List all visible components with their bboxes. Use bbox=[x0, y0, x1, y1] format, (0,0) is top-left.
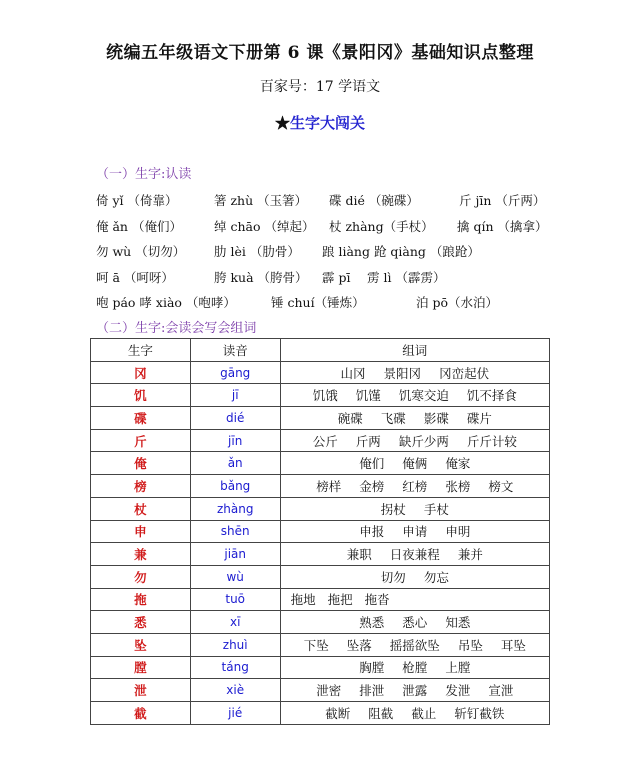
word: 飞碟 bbox=[380, 410, 406, 426]
page-title: 统编五年级语文下册第 6 课《景阳冈》基础知识点整理 bbox=[106, 43, 534, 63]
star-icon: ★ bbox=[274, 114, 290, 132]
word: 斩钉截铁 bbox=[454, 705, 505, 721]
word: 金榜 bbox=[359, 478, 385, 494]
table-row bbox=[91, 633, 550, 656]
table-row bbox=[91, 429, 550, 452]
word: 兼职 bbox=[346, 547, 372, 563]
word: 拐杖 bbox=[380, 501, 406, 517]
banner-text: 生字大闯关 bbox=[290, 114, 366, 132]
reading-entry: 绰 chāo （绰起） bbox=[214, 218, 315, 234]
word: 悉心 bbox=[402, 615, 428, 631]
char-cell: 斤 bbox=[91, 429, 191, 452]
reading-entry: 擒 qín （擒拿） bbox=[457, 218, 548, 234]
word: 冈峦起伏 bbox=[439, 365, 490, 381]
word: 公斤 bbox=[312, 433, 338, 449]
table-row bbox=[91, 497, 550, 520]
header-pinyin: 读音 bbox=[190, 339, 280, 362]
vocab-table bbox=[90, 338, 550, 725]
reading-entry: 咆 páo 哮 xiào （咆哮） bbox=[96, 295, 236, 310]
word: 拖沓 bbox=[364, 592, 390, 608]
char-cell: 坠 bbox=[91, 633, 191, 656]
word: 日夜兼程 bbox=[389, 547, 440, 563]
words-cell bbox=[280, 633, 549, 656]
words-cell bbox=[280, 702, 549, 725]
word: 申请 bbox=[402, 524, 428, 540]
word: 饥不择食 bbox=[466, 388, 517, 404]
table-row bbox=[91, 679, 550, 702]
table-header-row bbox=[91, 339, 550, 362]
word: 坠落 bbox=[346, 637, 372, 653]
word: 碗碟 bbox=[337, 410, 363, 426]
reading-entry: 勿 wù （切勿） bbox=[96, 244, 186, 259]
pinyin-cell: zhuì bbox=[190, 633, 280, 656]
word: 知悉 bbox=[445, 615, 471, 631]
words-cell bbox=[280, 543, 549, 566]
word: 吊坠 bbox=[457, 637, 483, 653]
reading-entry: 泊 pō（水泊） bbox=[416, 295, 499, 310]
word: 耳坠 bbox=[500, 637, 526, 653]
word: 山冈 bbox=[340, 365, 366, 381]
word: 俺家 bbox=[445, 456, 471, 472]
table-row bbox=[91, 361, 550, 384]
reading-list bbox=[96, 188, 616, 316]
word: 拖把 bbox=[327, 592, 353, 608]
char-cell: 兼 bbox=[91, 543, 191, 566]
pinyin-cell: gāng bbox=[190, 361, 280, 384]
table-row bbox=[91, 407, 550, 430]
word: 泄露 bbox=[402, 683, 428, 699]
char-cell: 冈 bbox=[91, 361, 191, 384]
reading-entry: 倚 yǐ （倚靠） bbox=[96, 193, 178, 208]
word: 发泄 bbox=[445, 683, 471, 699]
words-cell bbox=[280, 588, 549, 611]
table-row bbox=[91, 611, 550, 634]
reading-line bbox=[96, 239, 616, 265]
table-row bbox=[91, 543, 550, 566]
pinyin-cell: ǎn bbox=[190, 452, 280, 475]
word: 拖地 bbox=[290, 592, 316, 608]
table-row bbox=[91, 565, 550, 588]
table-row bbox=[91, 452, 550, 475]
table-row bbox=[91, 520, 550, 543]
word: 缺斤少两 bbox=[398, 433, 449, 449]
pinyin-cell: táng bbox=[190, 656, 280, 679]
word: 熟悉 bbox=[359, 615, 385, 631]
word: 饥寒交迫 bbox=[398, 388, 449, 404]
reading-entry: 肋 lèi （肋骨） bbox=[214, 244, 300, 259]
word: 宣泄 bbox=[488, 683, 514, 699]
word: 手杖 bbox=[423, 501, 449, 517]
word: 勿忘 bbox=[423, 569, 449, 585]
word: 下坠 bbox=[303, 637, 329, 653]
char-cell: 泄 bbox=[91, 679, 191, 702]
words-cell bbox=[280, 475, 549, 498]
char-cell: 饥 bbox=[91, 384, 191, 407]
word: 摇摇欲坠 bbox=[389, 637, 440, 653]
word: 饥馑 bbox=[355, 388, 381, 404]
section-banner bbox=[0, 112, 640, 133]
word: 榜文 bbox=[488, 478, 514, 494]
reading-line bbox=[96, 265, 616, 291]
word: 胸膛 bbox=[359, 660, 385, 676]
header-words: 组词 bbox=[280, 339, 549, 362]
header-char: 生字 bbox=[91, 339, 191, 362]
char-cell: 截 bbox=[91, 702, 191, 725]
words-cell bbox=[280, 429, 549, 452]
pinyin-cell: tuō bbox=[190, 588, 280, 611]
char-cell: 勿 bbox=[91, 565, 191, 588]
reading-entry: 斤 jīn （斤两） bbox=[459, 193, 546, 208]
reading-entry: 碟 dié （碗碟） bbox=[329, 193, 419, 208]
reading-entry: 俺 ǎn （俺们） bbox=[96, 218, 182, 234]
pinyin-cell: jī bbox=[190, 384, 280, 407]
table-row bbox=[91, 588, 550, 611]
word: 申报 bbox=[359, 524, 385, 540]
table-row bbox=[91, 702, 550, 725]
author-line: 百家号：17 学语文 bbox=[259, 79, 381, 95]
words-cell bbox=[280, 679, 549, 702]
pinyin-cell: jīn bbox=[190, 429, 280, 452]
word: 红榜 bbox=[402, 478, 428, 494]
word: 榜样 bbox=[316, 478, 342, 494]
char-cell: 碟 bbox=[91, 407, 191, 430]
reading-entry: 箸 zhù （玉箸） bbox=[214, 193, 308, 208]
reading-entry: 踉 liàng 跄 qiàng （踉跄） bbox=[322, 244, 480, 259]
words-cell bbox=[280, 384, 549, 407]
pinyin-cell: shēn bbox=[190, 520, 280, 543]
reading-entry: 胯 kuà （胯骨） bbox=[214, 269, 308, 285]
pinyin-cell: dié bbox=[190, 407, 280, 430]
pinyin-cell: xī bbox=[190, 611, 280, 634]
words-cell bbox=[280, 520, 549, 543]
reading-entry: 杖 zhàng（手杖） bbox=[329, 218, 434, 234]
word: 景阳冈 bbox=[383, 365, 422, 381]
pinyin-cell: wù bbox=[190, 565, 280, 588]
word: 影碟 bbox=[423, 410, 449, 426]
pinyin-cell: zhàng bbox=[190, 497, 280, 520]
pinyin-cell: jié bbox=[190, 702, 280, 725]
reading-line bbox=[96, 188, 616, 214]
section2-heading: （二）生字:会读会写会组词 bbox=[96, 321, 257, 336]
table-row bbox=[91, 475, 550, 498]
word: 排泄 bbox=[359, 683, 385, 699]
table-row bbox=[91, 656, 550, 679]
char-cell: 俺 bbox=[91, 452, 191, 475]
word: 截止 bbox=[411, 705, 437, 721]
word: 枪膛 bbox=[402, 660, 428, 676]
words-cell bbox=[280, 361, 549, 384]
pinyin-cell: jiān bbox=[190, 543, 280, 566]
reading-entry: 霹 pī bbox=[322, 269, 351, 285]
words-cell bbox=[280, 497, 549, 520]
reading-line bbox=[96, 214, 616, 240]
word: 切勿 bbox=[380, 569, 406, 585]
pinyin-cell: bǎng bbox=[190, 475, 280, 498]
words-cell bbox=[280, 407, 549, 430]
char-cell: 拖 bbox=[91, 588, 191, 611]
word: 碟片 bbox=[466, 410, 492, 426]
word: 阻截 bbox=[368, 705, 394, 721]
reading-entry: 锤 chuí（锤炼） bbox=[271, 295, 365, 310]
word: 兼并 bbox=[457, 547, 483, 563]
word: 上膛 bbox=[445, 660, 471, 676]
table-row bbox=[91, 384, 550, 407]
char-cell: 悉 bbox=[91, 611, 191, 634]
words-cell bbox=[280, 565, 549, 588]
char-cell: 杖 bbox=[91, 497, 191, 520]
word: 俺们 bbox=[359, 456, 385, 472]
char-cell: 膛 bbox=[91, 656, 191, 679]
word: 斤斤计较 bbox=[466, 433, 517, 449]
pinyin-cell: xiè bbox=[190, 679, 280, 702]
words-cell bbox=[280, 656, 549, 679]
words-cell bbox=[280, 452, 549, 475]
reading-line bbox=[96, 290, 616, 316]
word: 俺俩 bbox=[402, 456, 428, 472]
word: 申明 bbox=[445, 524, 471, 540]
word: 泄密 bbox=[316, 683, 342, 699]
section1-heading: （一）生字:认读 bbox=[96, 167, 192, 182]
reading-entry: 雳 lì （霹雳） bbox=[367, 269, 446, 285]
word: 饥饿 bbox=[312, 388, 338, 404]
reading-entry: 呵 ā （呵呀） bbox=[96, 269, 174, 285]
char-cell: 申 bbox=[91, 520, 191, 543]
word: 张榜 bbox=[445, 478, 471, 494]
words-cell bbox=[280, 611, 549, 634]
word: 截断 bbox=[325, 705, 351, 721]
char-cell: 榜 bbox=[91, 475, 191, 498]
word: 斤两 bbox=[355, 433, 381, 449]
